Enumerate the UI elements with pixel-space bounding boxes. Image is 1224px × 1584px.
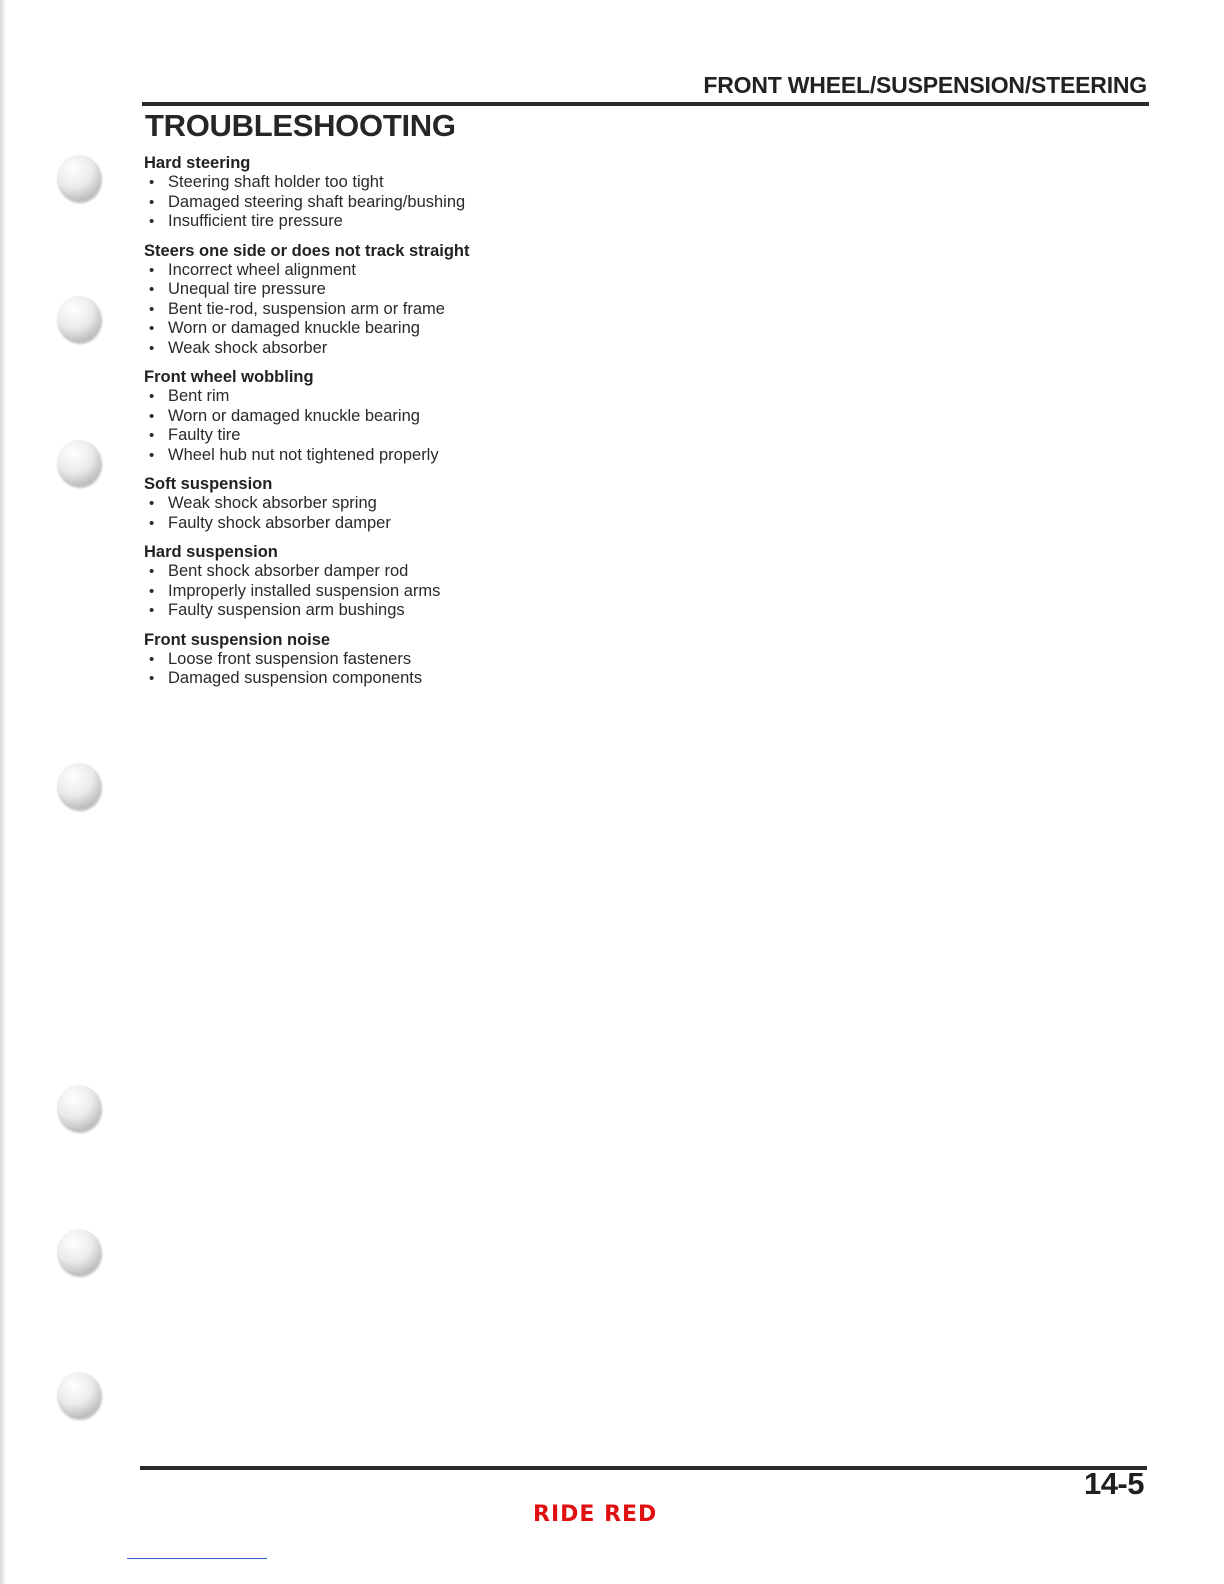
binder-hole <box>57 763 101 809</box>
cause-item: • Faulty suspension arm bushings <box>144 601 844 621</box>
cause-item: • Worn or damaged knuckle bearing <box>144 407 844 427</box>
cause-item: • Bent shock absorber damper rod <box>144 562 844 582</box>
page-number: 14-5 <box>1083 1466 1144 1501</box>
cause-item: • Wheel hub nut not tightened properly <box>144 446 844 466</box>
cause-item: • Insufficient tire pressure <box>144 212 844 232</box>
cause-item: • Worn or damaged knuckle bearing <box>144 319 844 339</box>
cause-item: • Damaged suspension components <box>144 669 844 689</box>
header-rule <box>142 102 1149 106</box>
cause-item: • Unequal tire pressure <box>144 280 844 300</box>
symptom-group <box>144 542 844 621</box>
brand-logo: RIDE RED <box>533 1502 658 1527</box>
symptom-group <box>144 630 844 689</box>
symptom-title: Front wheel wobbling <box>144 368 314 386</box>
cause-list <box>144 650 844 689</box>
binder-hole <box>57 1085 101 1131</box>
binder-hole <box>57 155 101 201</box>
cause-item: • Bent tie-rod, suspension arm or frame <box>144 300 844 320</box>
cause-item: • Damaged steering shaft bearing/bushing <box>144 193 844 213</box>
cause-item: • Steering shaft holder too tight <box>144 173 844 193</box>
cause-item: • Weak shock absorber spring <box>144 494 844 514</box>
cause-item: • Bent rim <box>144 387 844 407</box>
binder-edge <box>0 0 6 1584</box>
symptom-group <box>144 474 844 533</box>
chapter-title: FRONT WHEEL/SUSPENSION/STEERING <box>703 72 1147 98</box>
symptom-title: Hard steering <box>144 154 251 172</box>
cause-list <box>144 261 844 359</box>
link-underline <box>127 1558 267 1559</box>
symptom-title: Hard suspension <box>144 543 278 561</box>
cause-list <box>144 387 844 465</box>
footer-rule <box>140 1466 1147 1470</box>
cause-item: • Faulty shock absorber damper <box>144 514 844 534</box>
binder-hole <box>57 1372 101 1418</box>
cause-item: • Improperly installed suspension arms <box>144 582 844 602</box>
symptom-group <box>144 367 844 465</box>
binder-hole <box>57 1229 101 1275</box>
cause-item: • Weak shock absorber <box>144 339 844 359</box>
section-title: TROUBLESHOOTING <box>145 108 456 143</box>
symptom-title: Soft suspension <box>144 475 273 493</box>
symptom-group <box>144 241 844 359</box>
binder-hole <box>57 296 101 342</box>
symptom-title: Steers one side or does not track straight <box>144 241 470 260</box>
cause-list <box>144 173 844 232</box>
cause-item: • Incorrect wheel alignment <box>144 261 844 281</box>
cause-list <box>144 562 844 621</box>
symptom-group <box>144 153 844 232</box>
symptom-title: Front suspension noise <box>144 630 331 649</box>
troubleshooting-list <box>144 153 844 698</box>
cause-item: • Loose front suspension fasteners <box>144 650 844 670</box>
cause-item: • Faulty tire <box>144 426 844 446</box>
cause-list <box>144 494 844 533</box>
binder-hole <box>57 440 101 486</box>
